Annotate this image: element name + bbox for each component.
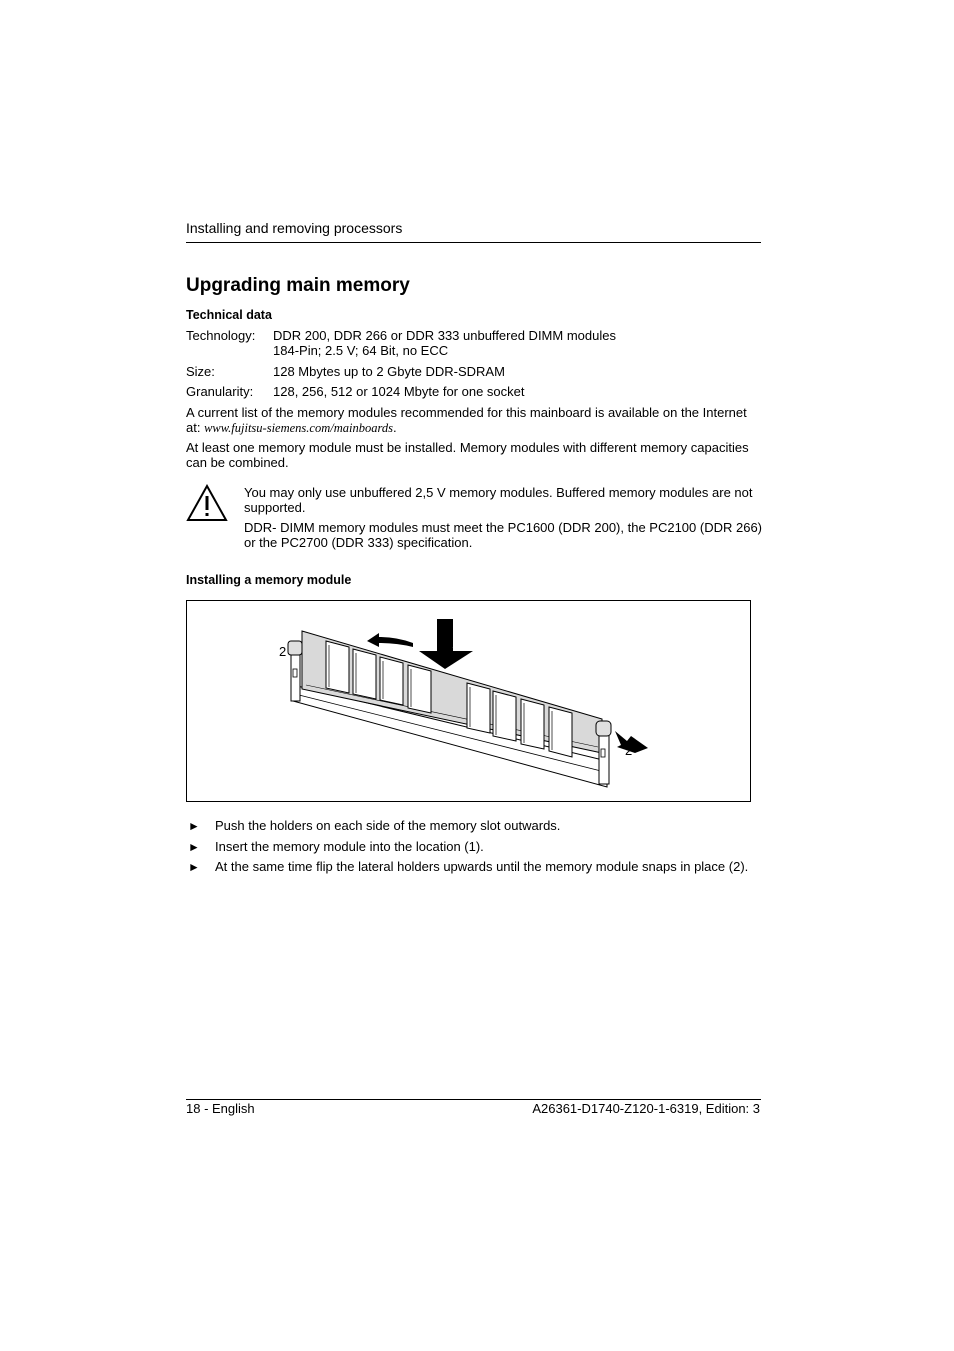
technology-value-line1: DDR 200, DDR 266 or DDR 333 unbuffered DIMM modules	[273, 328, 616, 343]
install-module-heading: Installing a memory module	[186, 573, 352, 587]
caution-note1-line2: supported.	[244, 500, 306, 515]
caution-note2-line1: DDR- DIMM memory modules must meet the PC1600 (DDR 200), the PC2100 (DDR 266)	[244, 520, 763, 535]
combine-text-line2: can be combined.	[186, 455, 289, 470]
technology-label: Technology:	[186, 328, 256, 343]
combine-text-line1: At least one memory module must be installed. Memory modules with different memory capacities	[186, 440, 749, 455]
page-number: 18 - English	[186, 1101, 255, 1116]
module-list-suffix: .	[392, 420, 397, 435]
step-bullet-3: ►	[188, 860, 200, 874]
running-header: Installing and removing processors	[186, 220, 403, 236]
step-1-text: Push the holders on each side of the memory slot outwards.	[215, 818, 561, 833]
memory-module-illustration	[187, 601, 752, 803]
step-2-text: Insert the memory module into the location (1).	[215, 839, 484, 854]
module-list-text-line1: A current list of the memory modules recommended for this mainboard is available on the Internet	[186, 405, 747, 420]
figure-label-insert: 1	[452, 637, 459, 651]
step-bullet-1: ►	[188, 819, 200, 833]
size-value: 128 Mbytes up to 2 Gbyte DDR-SDRAM	[273, 364, 505, 379]
size-label: Size:	[186, 364, 215, 379]
figure-label-right-holder: 2	[625, 743, 633, 758]
insert-arrow-icon	[419, 619, 473, 669]
footer-divider	[186, 1099, 761, 1100]
caution-note2-line2: or the PC2700 (DDR 333) specification.	[244, 535, 473, 550]
figure-label-left-holder: 2	[279, 644, 287, 659]
left-holder-arrow-icon	[367, 633, 413, 647]
document-id: A26361-D1740-Z120-1-6319, Edition: 3	[532, 1101, 760, 1116]
mainboards-url-link[interactable]: www.fujitsu-siemens.com/mainboards	[204, 421, 393, 435]
memory-module-figure	[186, 600, 751, 802]
module-list-prefix: at:	[186, 420, 205, 435]
step-3-text: At the same time flip the lateral holders upwards until the memory module snaps in place (2).	[215, 859, 749, 874]
step-bullet-2: ►	[188, 840, 200, 854]
technical-data-heading: Technical data	[186, 308, 272, 322]
granularity-value: 128, 256, 512 or 1024 Mbyte for one socket	[273, 384, 525, 399]
module-list-text-line2	[186, 420, 761, 436]
section-title: Upgrading main memory	[186, 275, 410, 296]
warning-triangle-icon	[186, 484, 228, 522]
technology-value-line2: 184-Pin; 2.5 V; 64 Bit, no ECC	[273, 343, 449, 358]
caution-note1-line1: You may only use unbuffered 2,5 V memory modules. Buffered memory modules are not	[244, 485, 753, 500]
header-divider	[186, 242, 761, 243]
granularity-label: Granularity:	[186, 384, 254, 399]
